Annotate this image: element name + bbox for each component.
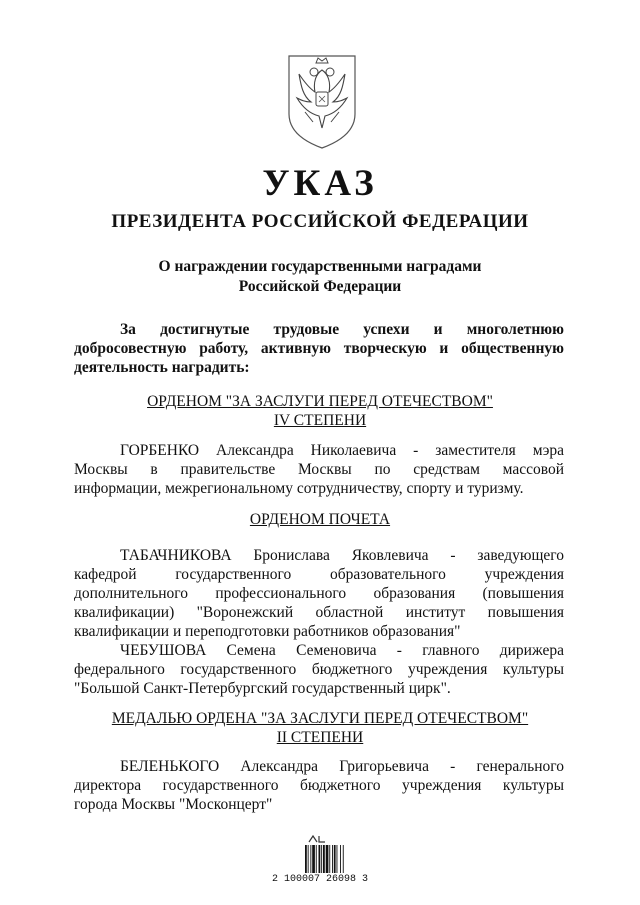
recipient-line: ГОРБЕНКО Александра Николаевича - заместителя мэра xyxy=(120,442,564,459)
intro-line: добросовестную работу, активную творческую и общественную xyxy=(74,340,564,357)
award-title-line: ОРДЕНОМ ПОЧЕТА xyxy=(249,511,391,528)
document-subtitle: ПРЕЗИДЕНТА РОССИЙСКОЙ ФЕДЕРАЦИИ xyxy=(111,211,529,232)
coat-of-arms-icon xyxy=(283,52,361,150)
barcode-icon xyxy=(305,845,357,873)
award-title-line: IV СТЕПЕНИ xyxy=(273,412,367,429)
recipient-line: дополнительного профессионального образования (повышения xyxy=(74,585,564,602)
recipient-line: кафедрой государственного образовательного учреждения xyxy=(74,566,564,583)
award-title xyxy=(0,709,640,747)
award-title-line: МЕДАЛЬЮ ОРДЕНА "ЗА ЗАСЛУГИ ПЕРЕД ОТЕЧЕСТВОМ" xyxy=(111,710,529,727)
intro-line: За достигнутые трудовые успехи и многолетнюю xyxy=(120,321,564,338)
recipient-line: "Большой Санкт-Петербургский государственный цирк". xyxy=(74,680,451,697)
recipient-line: города Москвы "Москонцерт" xyxy=(74,796,273,813)
award-title xyxy=(0,510,640,529)
decree-heading-line: Российской Федерации xyxy=(238,278,402,295)
decree-heading-line: О награждении государственными наградами xyxy=(158,258,482,275)
award-recipient xyxy=(74,441,564,498)
award-recipient xyxy=(74,546,564,698)
printer-mark-icon xyxy=(307,834,327,844)
award-title-line: II СТЕПЕНИ xyxy=(276,729,364,746)
intro-line: деятельность наградить: xyxy=(74,359,250,376)
recipient-line: квалификации) "Воронежский областной институт повышения xyxy=(74,604,564,621)
award-recipient xyxy=(74,757,564,814)
intro-paragraph xyxy=(74,320,564,377)
recipient-line: Москвы в правительстве Москвы по средствам массовой xyxy=(74,461,564,478)
recipient-line: информации, межрегиональному сотрудничеству, спорту и туризму. xyxy=(74,480,524,497)
recipient-line: ТАБАЧНИКОВА Бронислава Яковлевича - заведующего xyxy=(120,547,564,564)
award-title-line: ОРДЕНОМ "ЗА ЗАСЛУГИ ПЕРЕД ОТЕЧЕСТВОМ" xyxy=(147,393,493,410)
document-title: УКАЗ xyxy=(262,163,378,204)
recipient-line: квалификации и переподготовки работников образования" xyxy=(74,623,461,640)
barcode-number: 2 100007 26098 3 xyxy=(271,874,368,885)
decree-heading xyxy=(0,257,640,297)
recipient-line: БЕЛЕНЬКОГО Александра Григорьевича - генерального xyxy=(120,758,564,775)
recipient-line: ЧЕБУШОВА Семена Семеновича - главного дирижера xyxy=(120,642,564,659)
award-title xyxy=(0,392,640,430)
recipient-line: директора государственного бюджетного учреждения культуры xyxy=(74,777,564,794)
recipient-line: федерального государственного бюджетного учреждения культуры xyxy=(74,661,564,678)
